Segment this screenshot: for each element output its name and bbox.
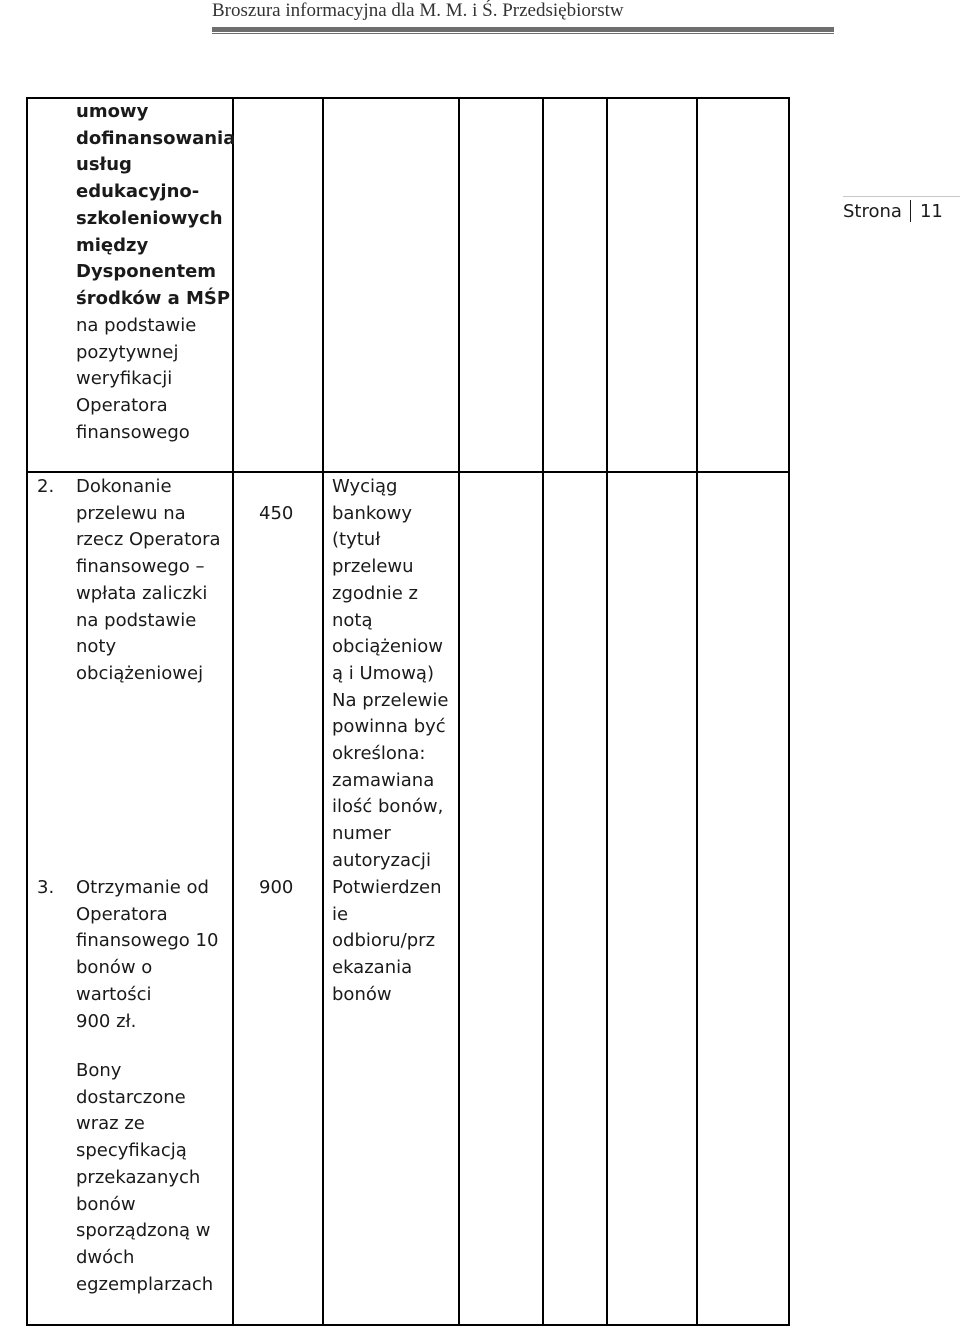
row2-number: 2. xyxy=(37,476,55,497)
row3-document: Potwierdzen ie odbioru/prz ekazania bonów xyxy=(332,877,442,1005)
column-border xyxy=(458,97,460,1326)
page-number xyxy=(843,200,943,222)
row3-amount: 900 xyxy=(259,877,294,898)
row2-amount: 450 xyxy=(259,503,294,524)
column-border xyxy=(26,97,28,1326)
page-number-separator xyxy=(910,200,911,222)
row1-text: na podstawie pozytywnej weryfikacji Operatora finansowego xyxy=(76,315,197,443)
header-rule xyxy=(212,27,834,32)
row2-document: Wyciąg bankowy (tytuł przelewu zgodnie z notą obciążeniow ą i Umową) Na przelewie powinna być określona: zamawiana ilość bonów, numer autoryzacji xyxy=(332,476,449,871)
row3-extra-text: Bony dostarczone wraz ze specyfikacją przekazanych bonów sporządzoną w dwóch egzemplarzach xyxy=(76,1060,214,1295)
row1-bold-text: umowy dofinansowania usług edukacyjno- szkoleniowych między Dysponentem środków a MŚP xyxy=(76,101,236,309)
column-border xyxy=(322,97,324,1326)
document-title: Broszura informacyjna dla M. M. i Ś. Przedsiębiorstw xyxy=(212,0,624,21)
column-border xyxy=(696,97,698,1326)
column-border xyxy=(788,97,790,1326)
page-label: Strona xyxy=(843,201,902,222)
header-rule-thin xyxy=(212,33,834,34)
column-border xyxy=(606,97,608,1326)
column-border xyxy=(542,97,544,1326)
table-bottom-border xyxy=(26,1324,790,1326)
page-number-value: 11 xyxy=(919,201,943,222)
row3-number: 3. xyxy=(37,877,55,898)
row2-description: Dokonanie przelewu na rzecz Operatora finansowego – wpłata zaliczki na podstawie noty obciążeniowej xyxy=(76,476,221,684)
page-number-rule xyxy=(843,196,960,197)
row-divider xyxy=(26,471,790,473)
row3-description: Otrzymanie od Operatora finansowego 10 bonów o wartości 900 zł. xyxy=(76,877,219,1032)
